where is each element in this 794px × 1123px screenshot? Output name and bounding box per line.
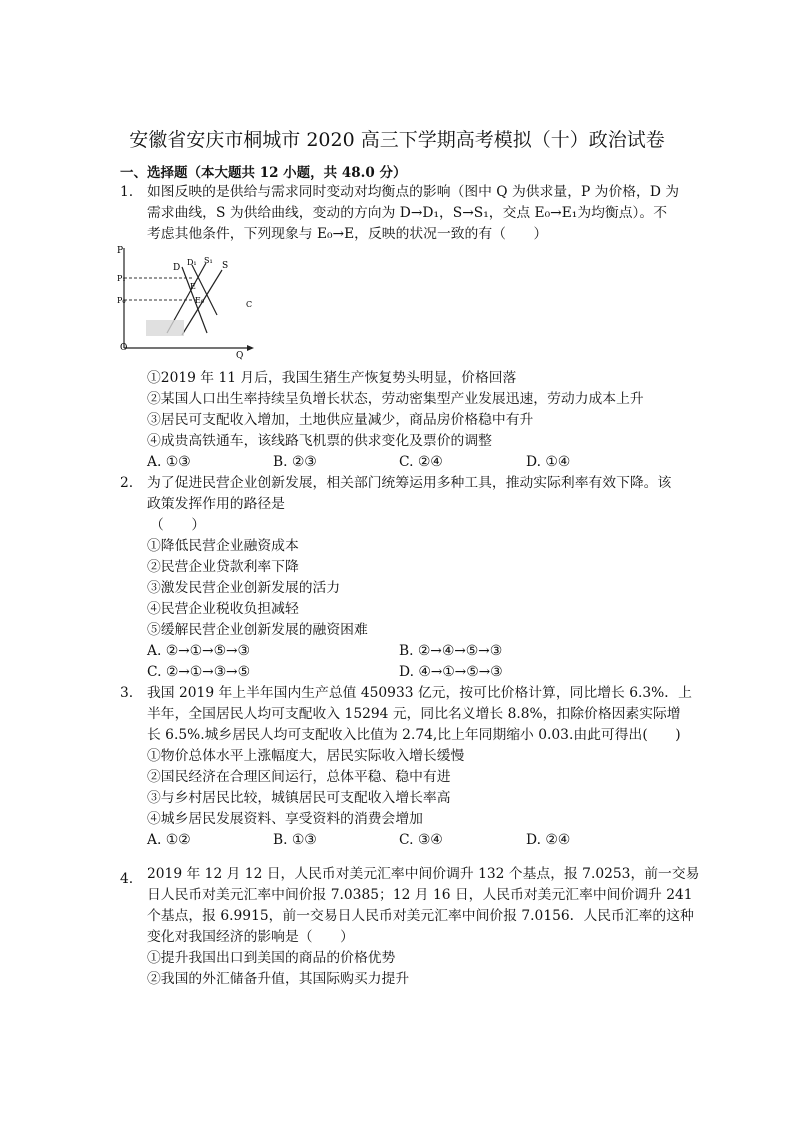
section-header: 一、选择题（本大题共 12 小题，共 48.0 分） [120, 165, 407, 181]
statement-item: ④城乡居民发展资料、享受资料的消费会增加 [147, 811, 423, 827]
label-q: Q [236, 351, 244, 361]
supply-demand-graph [112, 240, 262, 365]
option-b[interactable]: B. ①③ [273, 832, 317, 848]
statement-item: ①降低民营企业融资成本 [147, 538, 299, 554]
statement-item: ③激发民营企业创新发展的活力 [147, 580, 341, 596]
question-text: 日人民币对美元汇率中间价报 7.0385；12 月 16 日，人民币对美元汇率中间价调升 241 [147, 887, 693, 903]
label-s: S [222, 261, 229, 271]
statement-item: ④成贵高铁通车，该线路飞机票的供求变化及票价的调整 [147, 433, 492, 449]
statement-item: ①2019 年 11 月后，我国生猪生产恢复势头明显，价格回落 [147, 370, 517, 386]
label-d1: D₁ [187, 258, 197, 267]
question-text: 为了促进民营企业创新发展，相关部门统筹运用多种工具，推动实际利率有效下降。该 [147, 475, 672, 491]
option-c[interactable]: C. ②④ [399, 454, 443, 470]
question-text: 考虑其他条件，下列现象与 E₀→E，反映的状况一致的有（ ） [147, 226, 548, 242]
page-title: 安徽省安庆市桐城市 2020 高三下学期高考模拟（十）政治试卷 [129, 129, 665, 151]
statement-item: ①物价总体水平上涨幅度大，居民实际收入增长缓慢 [147, 748, 465, 764]
option-a[interactable]: A. ①③ [147, 454, 191, 470]
question-number: 2. [120, 475, 134, 491]
question-text: 需求曲线，S 为供给曲线，变动的方向为 D→D₁，S→S₁，交点 E₀→E₁为均衡点）。不 [147, 205, 667, 221]
label-o: O [120, 343, 128, 353]
question-text: 长 6.5%.城乡居民人均可支配收入比值为 2.74,比上年同期缩小 0.03.由此可得出( ) [147, 727, 681, 743]
label-s1: S₁ [204, 256, 213, 265]
statement-item: ③居民可支配收入增加，土地供应量减少，商品房价格稳中有升 [147, 412, 534, 428]
label-c: C [246, 300, 253, 309]
statement-item: ④民营企业税收负担减轻 [147, 601, 299, 617]
option-a[interactable]: A. ②→①→⑤→③ [147, 643, 250, 659]
statement-item: ②民营企业贷款利率下降 [147, 559, 299, 575]
question-number: 3. [120, 685, 134, 701]
option-c[interactable]: C. ②→①→③→⑤ [147, 664, 250, 680]
x-axis-arrow [247, 345, 254, 351]
statement-item: ⑤缓解民营企业创新发展的融资困难 [147, 622, 368, 638]
question-text: 我国 2019 年上半年国内生产总值 450933 亿元，按可比价格计算，同比增长 6.3%．上 [147, 685, 692, 701]
statement-item: ①提升我国出口到美国的商品的价格优势 [147, 950, 396, 966]
label-e1: E [190, 282, 196, 291]
option-b[interactable]: B. ②→④→⑤→③ [399, 643, 503, 659]
statement-item: ②我国的外汇储备升值，其国际购买力提升 [147, 971, 410, 987]
option-b[interactable]: B. ②③ [273, 454, 317, 470]
option-c[interactable]: C. ③④ [399, 832, 443, 848]
option-d[interactable]: D. ①④ [526, 454, 571, 470]
label-d: D [173, 263, 181, 273]
statement-item: ②国民经济在合理区间运行，总体平稳、稳中有进 [147, 769, 451, 785]
label-p0: P₀ [117, 296, 126, 305]
question-number: 1. [120, 184, 134, 200]
question-number: 4. [120, 871, 134, 887]
statement-item: ③与乡村居民比较，城镇居民可支配收入增长率高 [147, 790, 451, 806]
label-p: P [117, 246, 124, 256]
label-p1: P₁ [117, 274, 126, 283]
question-text: 个基点，报 6.9915，前一交易日人民币对美元汇率中间价报 7.0156．人民币汇率的这种 [147, 908, 694, 924]
answer-blank: （ ） [150, 517, 206, 533]
label-e0: E₀ [195, 296, 205, 305]
option-a[interactable]: A. ①② [147, 832, 191, 848]
question-text: 半年，全国居民人均可支配收入 15294 元，同比名义增长 8.8%，扣除价格因素实际增 [147, 706, 681, 722]
question-text: 如图反映的是供给与需求同时变动对均衡点的影响（图中 Q 为供求量，P 为价格，D 为 [147, 184, 680, 200]
question-text: 变化对我国经济的影响是（ ） [147, 929, 354, 945]
option-d[interactable]: D. ④→①→⑤→③ [399, 664, 503, 680]
statement-item: ②某国人口出生率持续呈负增长状态，劳动密集型产业发展迅速，劳动力成本上升 [147, 391, 644, 407]
blurred-patch [146, 320, 184, 336]
question-text: 2019 年 12 月 12 日，人民币对美元汇率中间价调升 132 个基点，报 7.0253，前一交易 [147, 866, 700, 882]
option-d[interactable]: D. ②④ [526, 832, 571, 848]
question-text: 政策发挥作用的路径是 [147, 496, 285, 512]
